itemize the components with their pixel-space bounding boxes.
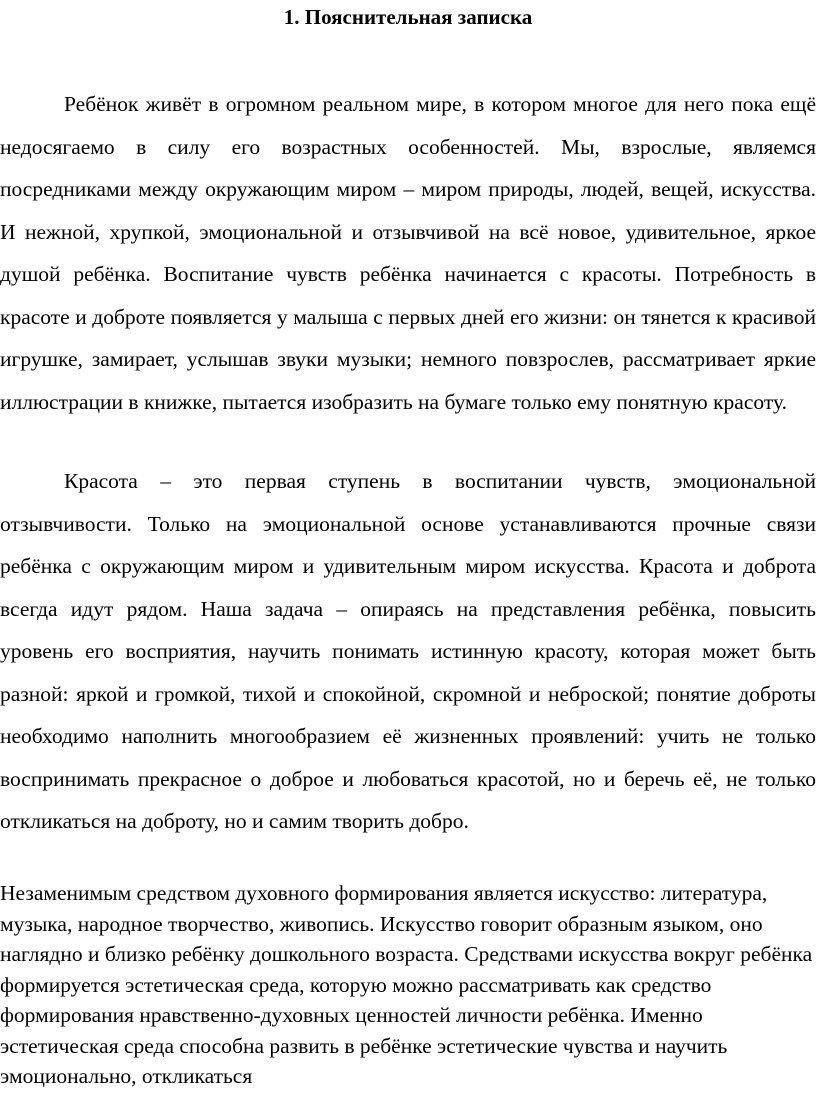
paragraph-3: Незаменимым средством духовного формирования является искусство: литература, музыка, народное творчество, живопись. Искусство говорит образным языком, оно наглядно и близко ребёнку дошкольного возраста. Средствами искусства вокруг ребёнка формируется эстетическая среда, которую можно рассматривать как средство формирования нравственно-духовных ценностей личности ребёнка. Именно эстетическая среда способна развить в ребёнке эстетические чувства и научить эмоционально, откликаться [0,881,813,1088]
paragraph-1: Ребёнок живёт в огромном реальном мире, в котором многое для него пока ещё недосягаемо в силу его возрастных особенностей. Мы, взрослые, являемся посредниками между окружающим миром – миром природы, людей, вещей, искусства. И нежной, хрупкой, эмоциональной и отзывчивой на всё новое, удивительное, яркое душой ребёнка. Воспитание чувств ребёнка начинается с красоты. Потребность в красоте и доброте появляется у малыша с первых дней его жизни: он тянется к красивой игрушке, замирает, услышав звуки музыки; немного повзрослев, рассматривает яркие иллюстрации в книжке, пытается изобразить на бумаге только ему понятную красоту. [0,92,816,414]
paragraph-2: Красота – это первая ступень в воспитании чувств, эмоциональной отзывчивости. Только на эмоциональной основе устанавливаются прочные связи ребёнка с окружающим миром и удивительным миром искусства. Красота и доброта всегда идут рядом. Наша задача – опираясь на представления ребёнка, повысить уровень его восприятия, научить понимать истинную красоту, которая может быть разной: яркой и громкой, тихой и спокойной, скромной и неброской; понятие доброты необходимо наполнить многообразием её жизненных проявлений: учить не только воспринимать прекрасное о доброе и любоваться красотой, но и беречь её, не только откликаться на доброту, но и самим творить добро. [0,469,816,833]
document-title: 1. Пояснительная записка [283,5,533,29]
